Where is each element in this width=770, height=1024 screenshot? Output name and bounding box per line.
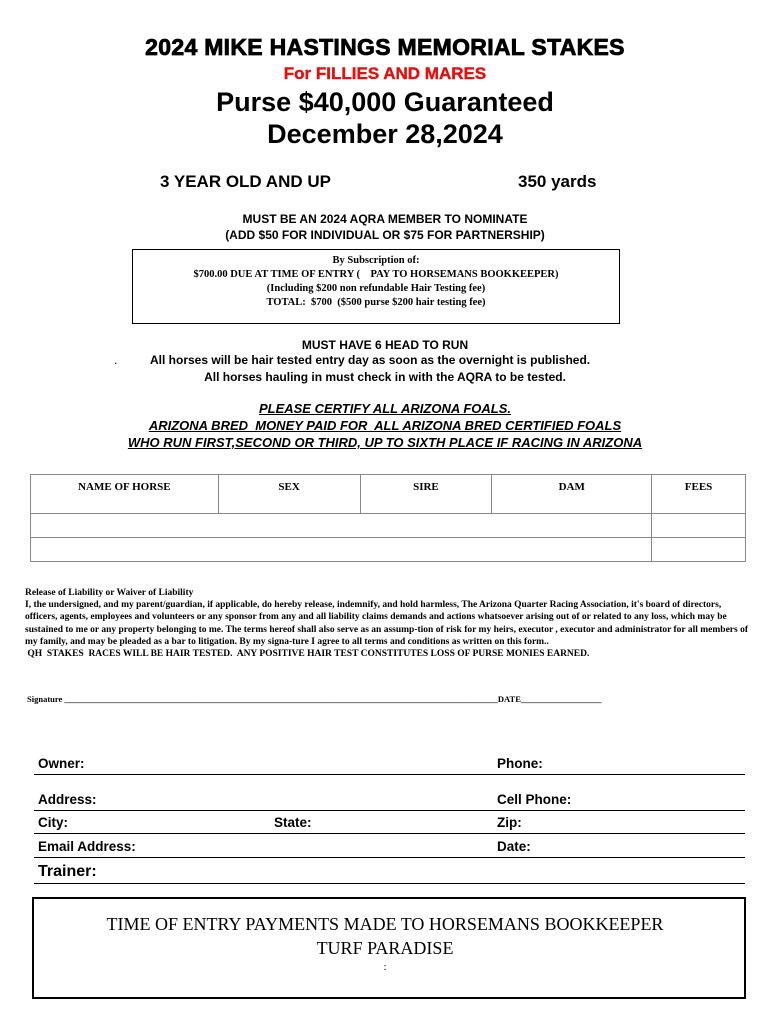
column-header-sex: SEX bbox=[218, 475, 360, 514]
city-state-zip-row bbox=[34, 815, 745, 834]
release-title: Release of Liability or Waiver of Liability bbox=[25, 588, 194, 598]
column-header-sire: SIRE bbox=[360, 475, 492, 514]
race-date: December 28,2024 bbox=[267, 119, 503, 149]
subscription-line: By Subscription of: bbox=[332, 255, 420, 266]
subscription-line: $700.00 DUE AT TIME OF ENTRY ( PAY TO HORSEMANS BOOKKEEPER) bbox=[193, 269, 559, 280]
race-distance: 350 yards bbox=[518, 172, 597, 191]
release-body: I, the undersigned, and my parent/guardian, if applicable, do hereby release, indemnify, and hold harmless, The Arizona Quarter Racing Association, it's board of directors, officers, agents, employees and volunteers or any sponsor from any and all liability claims demands and actions whatsoever arising out of or related to any loss, which may be sustained to me or any property belonging to me. The terms hereof shall also serve as an assump-tion of risk for my heirs, executor , executor and administrator for all members of my family, and may be pleaded as a bar to litigation. By my signa-ture I agree to all terms and conditions as written on this form.. bbox=[25, 600, 749, 647]
owner-phone-row bbox=[34, 756, 745, 775]
trainer-label: Trainer: bbox=[38, 863, 97, 880]
horse-entry-cell[interactable] bbox=[31, 538, 652, 562]
date-label: Date: bbox=[497, 839, 531, 854]
subtitle: For FILLIES AND MARES bbox=[283, 64, 487, 83]
signature-line[interactable]: Signature ______________________________________________________________________________________________________DATE___________________ bbox=[27, 694, 602, 704]
footer-mark: : bbox=[383, 961, 387, 973]
column-header-fees: FEES bbox=[652, 475, 746, 514]
liability-release bbox=[25, 587, 753, 660]
minimum-entries: MUST HAVE 6 HEAD TO RUN bbox=[301, 338, 469, 352]
membership-requirement: MUST BE AN 2024 AQRA MEMBER TO NOMINATE bbox=[242, 212, 528, 226]
certify-notice: PLEASE CERTIFY ALL ARIZONA FOALS. bbox=[258, 401, 512, 416]
trainer-row bbox=[34, 863, 745, 884]
column-header-dam: DAM bbox=[492, 475, 652, 514]
hair-test-warning: QH STAKES RACES WILL BE HAIR TESTED. ANY POSITIVE HAIR TEST CONSTITUTES LOSS OF PURSE MONIES EARNED. bbox=[25, 649, 590, 660]
state-label: State: bbox=[274, 815, 312, 830]
address-label: Address: bbox=[38, 792, 97, 807]
cell-phone-label: Cell Phone: bbox=[497, 792, 572, 807]
phone-label: Phone: bbox=[497, 756, 543, 771]
fees-cell[interactable] bbox=[652, 514, 746, 538]
hauling-notice: All horses hauling in must check in with the AQRA to be tested. bbox=[204, 370, 566, 384]
payment-notice: TIME OF ENTRY PAYMENTS MADE TO HORSEMANS BOOKKEEPER bbox=[106, 914, 664, 934]
track-name: TURF PARADISE bbox=[316, 938, 454, 958]
subscription-line: (Including $200 non refundable Hair Testing fee) bbox=[266, 283, 486, 294]
hair-test-notice: All horses will be hair tested entry day as soon as the overnight is published. bbox=[150, 353, 591, 367]
purse-heading: Purse $40,000 Guaranteed bbox=[216, 87, 554, 117]
fees-cell[interactable] bbox=[652, 538, 746, 562]
horse-entry-table bbox=[30, 474, 746, 562]
horse-entry-cell[interactable] bbox=[31, 514, 652, 538]
column-header-name: NAME OF HORSE bbox=[31, 475, 219, 514]
owner-label: Owner: bbox=[38, 756, 85, 771]
age-requirement: 3 YEAR OLD AND UP bbox=[160, 172, 331, 191]
page-title: 2024 MIKE HASTINGS MEMORIAL STAKES bbox=[145, 34, 625, 60]
table-header-row bbox=[31, 475, 746, 514]
membership-fee: (ADD $50 FOR INDIVIDUAL OR $75 FOR PARTNERSHIP) bbox=[225, 228, 545, 242]
subscription-line: TOTAL: $700 ($500 purse $200 hair testing fee) bbox=[266, 297, 486, 308]
zip-label: Zip: bbox=[497, 815, 522, 830]
arizona-bred-notice: ARIZONA BRED MONEY PAID FOR ALL ARIZONA BRED CERTIFIED FOALS bbox=[148, 418, 622, 433]
table-row bbox=[31, 514, 746, 538]
address-cell-row bbox=[34, 792, 745, 811]
table-row bbox=[31, 538, 746, 562]
subscription-box bbox=[132, 249, 620, 324]
city-label: City: bbox=[38, 815, 68, 830]
email-date-row bbox=[34, 839, 745, 858]
email-label: Email Address: bbox=[38, 839, 136, 854]
bullet-dot: . bbox=[114, 353, 118, 367]
placing-notice: WHO RUN FIRST,SECOND OR THIRD, UP TO SIXTH PLACE IF RACING IN ARIZONA bbox=[127, 435, 643, 450]
